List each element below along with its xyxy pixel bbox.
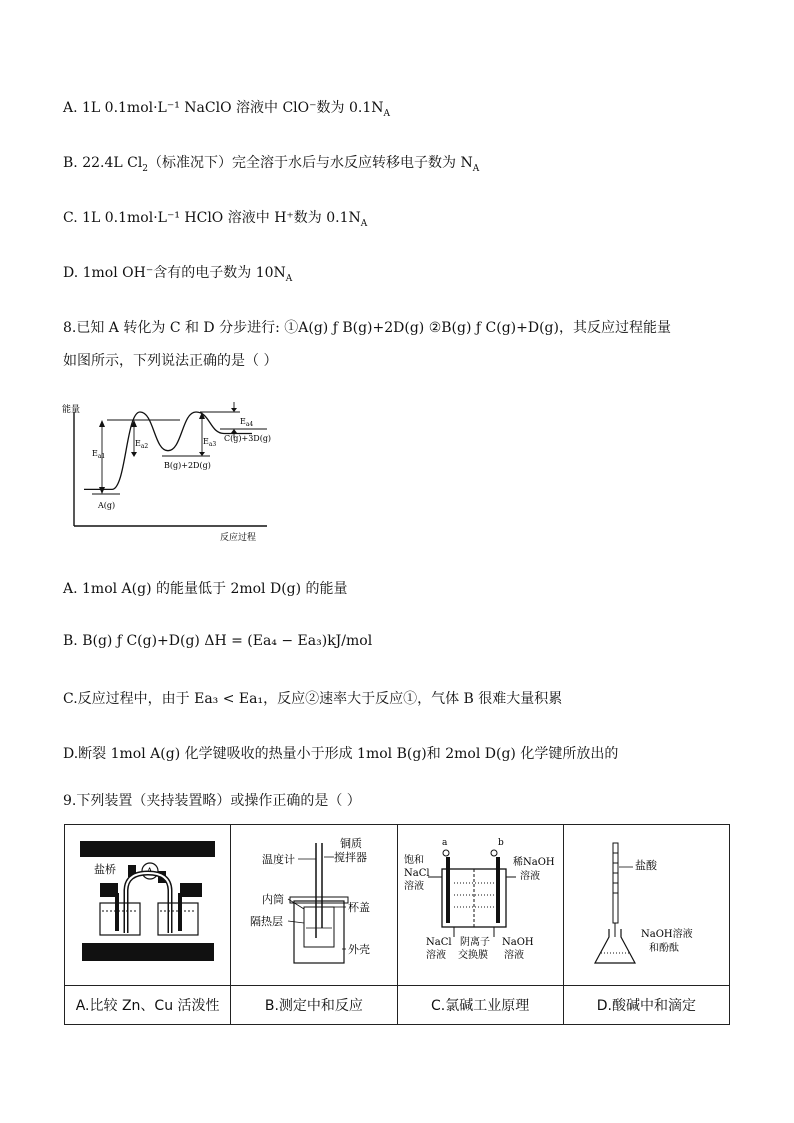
chlor-alkali-diagram xyxy=(398,833,563,973)
svg-text:外壳: 外壳 xyxy=(348,943,371,956)
q8-stem-line1: 8.已知 A 转化为 C 和 D 分步进行: ①A(g) ƒ B(g)+2D(g) ②B(g) ƒ C(g)+D(g)，其反应过程能量 xyxy=(63,320,671,336)
svg-text:溶液: 溶液 xyxy=(503,950,524,961)
q7-option-a: A. 1L 0.1mol·L⁻¹ NaClO 溶液中 ClO⁻数为 $0.1N_A$ xyxy=(63,100,390,119)
svg-text:NaOH: NaOH xyxy=(501,937,534,948)
svg-text:NaCl: NaCl xyxy=(425,937,452,948)
svg-text:b: b xyxy=(497,838,504,848)
svg-text:溶液: 溶液 xyxy=(425,950,446,961)
x-axis-label: 反应过程 xyxy=(220,533,257,543)
energy-curve xyxy=(84,412,252,489)
apparatus-table xyxy=(64,824,730,1025)
q8-option-d: D.断裂 1mol A(g) 化学键吸收的热量小于形成 1mol B(g)和 2mol D(g) 化学键所放出的 xyxy=(63,746,619,762)
svg-text:杯盖: 杯盖 xyxy=(348,901,371,914)
label-ea2: $E_{a2}$ xyxy=(135,439,149,450)
svg-text:隔热层: 隔热层 xyxy=(250,915,284,928)
caption-c: C.氯碱工业原理 xyxy=(397,986,563,1025)
svg-text:溶液: 溶液 xyxy=(519,871,540,882)
caption-d: D.酸碱中和滴定 xyxy=(563,986,729,1025)
caption-b: B.测定中和反应 xyxy=(231,986,397,1025)
q7-option-c: C. 1L 0.1mol·L⁻¹ HClO 溶液中 H⁺数为 $0.1N_A$ xyxy=(63,210,368,229)
apparatus-c-cell xyxy=(397,825,563,986)
svg-text:和酚酞: 和酚酞 xyxy=(648,943,679,954)
label-ea1: $E_{a1}$ xyxy=(92,449,106,460)
galvanic-cell-diagram xyxy=(70,833,225,973)
svg-text:NaCl: NaCl xyxy=(403,868,430,879)
titration-diagram xyxy=(569,833,724,973)
caption-a: A.比较 Zn、Cu 活泼性 xyxy=(65,986,231,1025)
svg-text:稀NaOH: 稀NaOH xyxy=(512,857,555,868)
q9-stem: 9.下列装置（夹持装置略）或操作正确的是（ ） xyxy=(63,793,361,809)
svg-text:饱和: 饱和 xyxy=(403,855,424,866)
q7-option-b: B. 22.4L $Cl_2$（标准况下）完全溶于水后与水反应转移电子数为 $N_A$ xyxy=(63,155,480,174)
label-a: A(g) xyxy=(98,501,116,510)
svg-text:a: a xyxy=(441,838,447,848)
label-ea4: $E_{a4}$ xyxy=(240,417,254,428)
svg-text:A: A xyxy=(146,867,154,878)
svg-text:内筒: 内筒 xyxy=(262,893,285,906)
svg-text:阴离子: 阴离子 xyxy=(459,937,490,948)
svg-text:盐酸: 盐酸 xyxy=(634,859,657,872)
apparatus-a-cell xyxy=(65,825,231,986)
calorimeter-diagram xyxy=(236,833,391,973)
q8-option-a: A. 1mol A(g) 的能量低于 2mol D(g) 的能量 xyxy=(63,581,348,597)
label-c: C(g)+3D(g) xyxy=(224,434,272,443)
apparatus-b-cell xyxy=(231,825,397,986)
q8-option-c: C.反应过程中，由于 Ea₃ < Ea₁，反应②速率大于反应①，气体 B 很难大量积累 xyxy=(63,691,563,707)
energy-profile-chart xyxy=(62,398,292,548)
svg-text:溶液: 溶液 xyxy=(403,881,424,892)
q8-stem-line2: 如图所示，下列说法正确的是（ ） xyxy=(63,353,278,369)
svg-text:温度计: 温度计 xyxy=(262,853,296,866)
svg-text:盐桥: 盐桥 xyxy=(94,863,117,876)
svg-text:NaOH溶液: NaOH溶液 xyxy=(640,929,693,940)
apparatus-d-cell xyxy=(563,825,729,986)
y-axis-label: 能量 xyxy=(62,405,81,415)
q8-option-b: B. B(g) ƒ C(g)+D(g) ΔH = (Ea₄ − Ea₃)kJ/mol xyxy=(63,633,373,649)
q7-option-d: D. 1mol OH⁻含有的电子数为 $10N_A$ xyxy=(63,265,293,284)
label-b: B(g)+2D(g) xyxy=(164,461,211,470)
label-ea3: $E_{a3}$ xyxy=(203,437,217,448)
svg-text:搅拌器: 搅拌器 xyxy=(334,851,368,864)
svg-text:交换膜: 交换膜 xyxy=(457,950,488,961)
svg-text:铜质: 铜质 xyxy=(340,837,363,850)
